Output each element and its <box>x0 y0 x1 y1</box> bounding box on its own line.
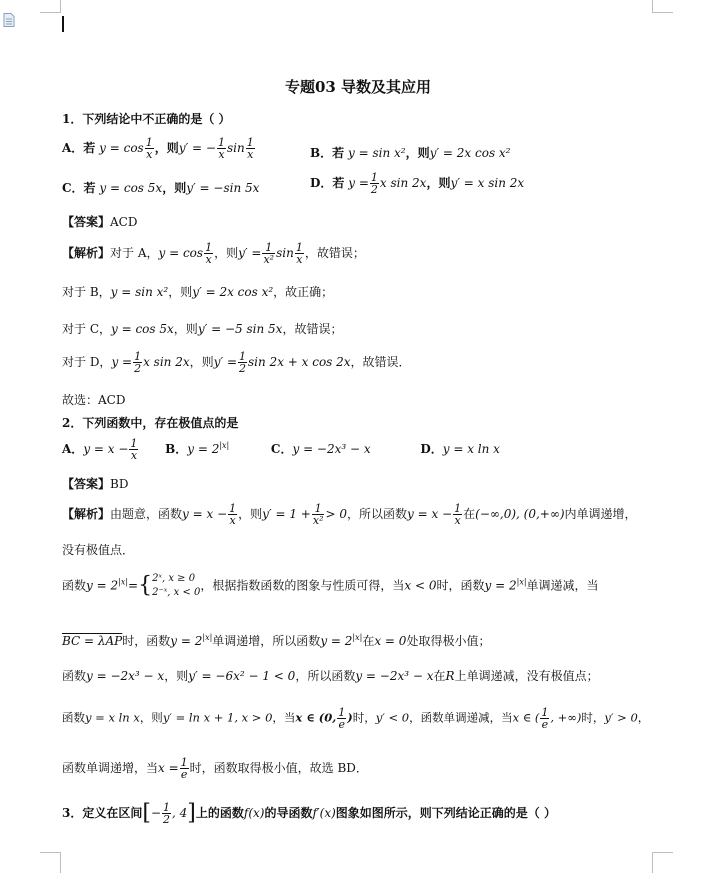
page-corner-mark <box>40 0 61 13</box>
q2-analysis-1b: 没有极值点． <box>62 543 135 557</box>
document-icon[interactable] <box>3 13 15 27</box>
q2-answer: 【答案】BD <box>62 477 129 491</box>
q2-analysis-6: 函数单调递增，当x = $\frac{1}{e}$ 时，函数取得极小值，故选 BD． <box>62 756 368 781</box>
q1-analysis-b: 对于 B，y = sin x²，则y′ = 2x cos x²，故正确； <box>62 285 334 299</box>
text-cursor <box>62 16 64 32</box>
q1-analysis-d: 对于 D，y = $\frac{1}{2}$ x sin 2x，则y′ = $\frac{1}{2}$ sin 2x + x cos 2x，故错误． <box>62 350 411 375</box>
page-title: 专题03 导数及其应用 <box>284 78 432 96</box>
q2-analysis-4: 函数y = −2x³ − x，则y′ = −6x² − 1 < 0，所以函数y = −2x³ − x在R上单调递减，没有极值点； <box>62 669 599 683</box>
q1-option-b: B．若 y = sin x²，则y′ = 2x cos x² <box>310 146 511 160</box>
question-3-stem: 3．定义在区间[− $\frac{1}{2}$ , 4]上的函数f(x)的导函数f′(x)图象如图所示，则下列结论正确的是（ ） <box>62 800 556 826</box>
q2-analysis-1: 【解析】由题意，函数y = x − $\frac{1}{x}$ ，则y′ = 1 + $\frac{1}{\text{x²}}$ > 0，所以函数y = x − $\frac{1}{x}$ 在(−∞,0), (0,+∞)内单调递增， <box>62 502 637 527</box>
q2-analysis-2: 函数$y = 2^{|x|}=${ 2ˣ, x ≥ 0 2⁻ˣ, x < 0 ，根据指数函数的图象与性质可得，当x < 0时，函数$y = 2^{|x|}$单调递减，当 <box>62 573 599 598</box>
question-2-stem: 2．下列函数中，存在极值点的是 <box>62 416 239 430</box>
page-corner-mark <box>652 0 673 13</box>
q1-analysis-c: 对于 C，y = cos 5x，则y′ = −5 sin 5x，故错误； <box>62 322 343 336</box>
question-1-stem: 1．下列结论中不正确的是（ ） <box>62 112 231 126</box>
q1-analysis-a: 【解析】对于 A，y = cos $\frac{1}{x}$ ，则y′ = $\frac{1}{\text{x²}}$ sin $\frac{1}{x}$ ，故错误； <box>62 241 365 266</box>
q2-analysis-5: 函数y = x ln x，则y′ = ln x + 1, x > 0，当x ∈ (0, $\frac{1}{e}$ )时，y′ < 0，函数单调递减，当x ∈ ( $\frac{1}{e}$ , +∞)时，y′ > 0， <box>62 706 650 731</box>
q1-option-d: D．若 y = $\frac{1}{2}$ x sin 2x，则y′ = x sin 2x <box>310 171 525 196</box>
q1-answer: 【答案】ACD <box>62 215 138 229</box>
q1-conclusion: 故选：ACD <box>62 393 126 407</box>
q2-analysis-3: BC = λAP时，函数$y = 2^{|x|}$单调递增，所以函数$y = 2^{|x|}$在x = 0处取得极小值； <box>62 633 491 648</box>
q1-option-row-1: A．若 y = cos $\frac{1}{x}$ ，则y′ = − $\frac{1}{x}$ sin $\frac{1}{x}$ <box>62 136 254 161</box>
q2-options: A．y = x − $\frac{1}{x}$ B．$y = 2^{|x|}$ C．y = −2x³ − x D．y = x ln x <box>62 437 500 462</box>
q1-option-c: C．若 y = cos 5x，则y′ = −sin 5x <box>62 181 260 195</box>
